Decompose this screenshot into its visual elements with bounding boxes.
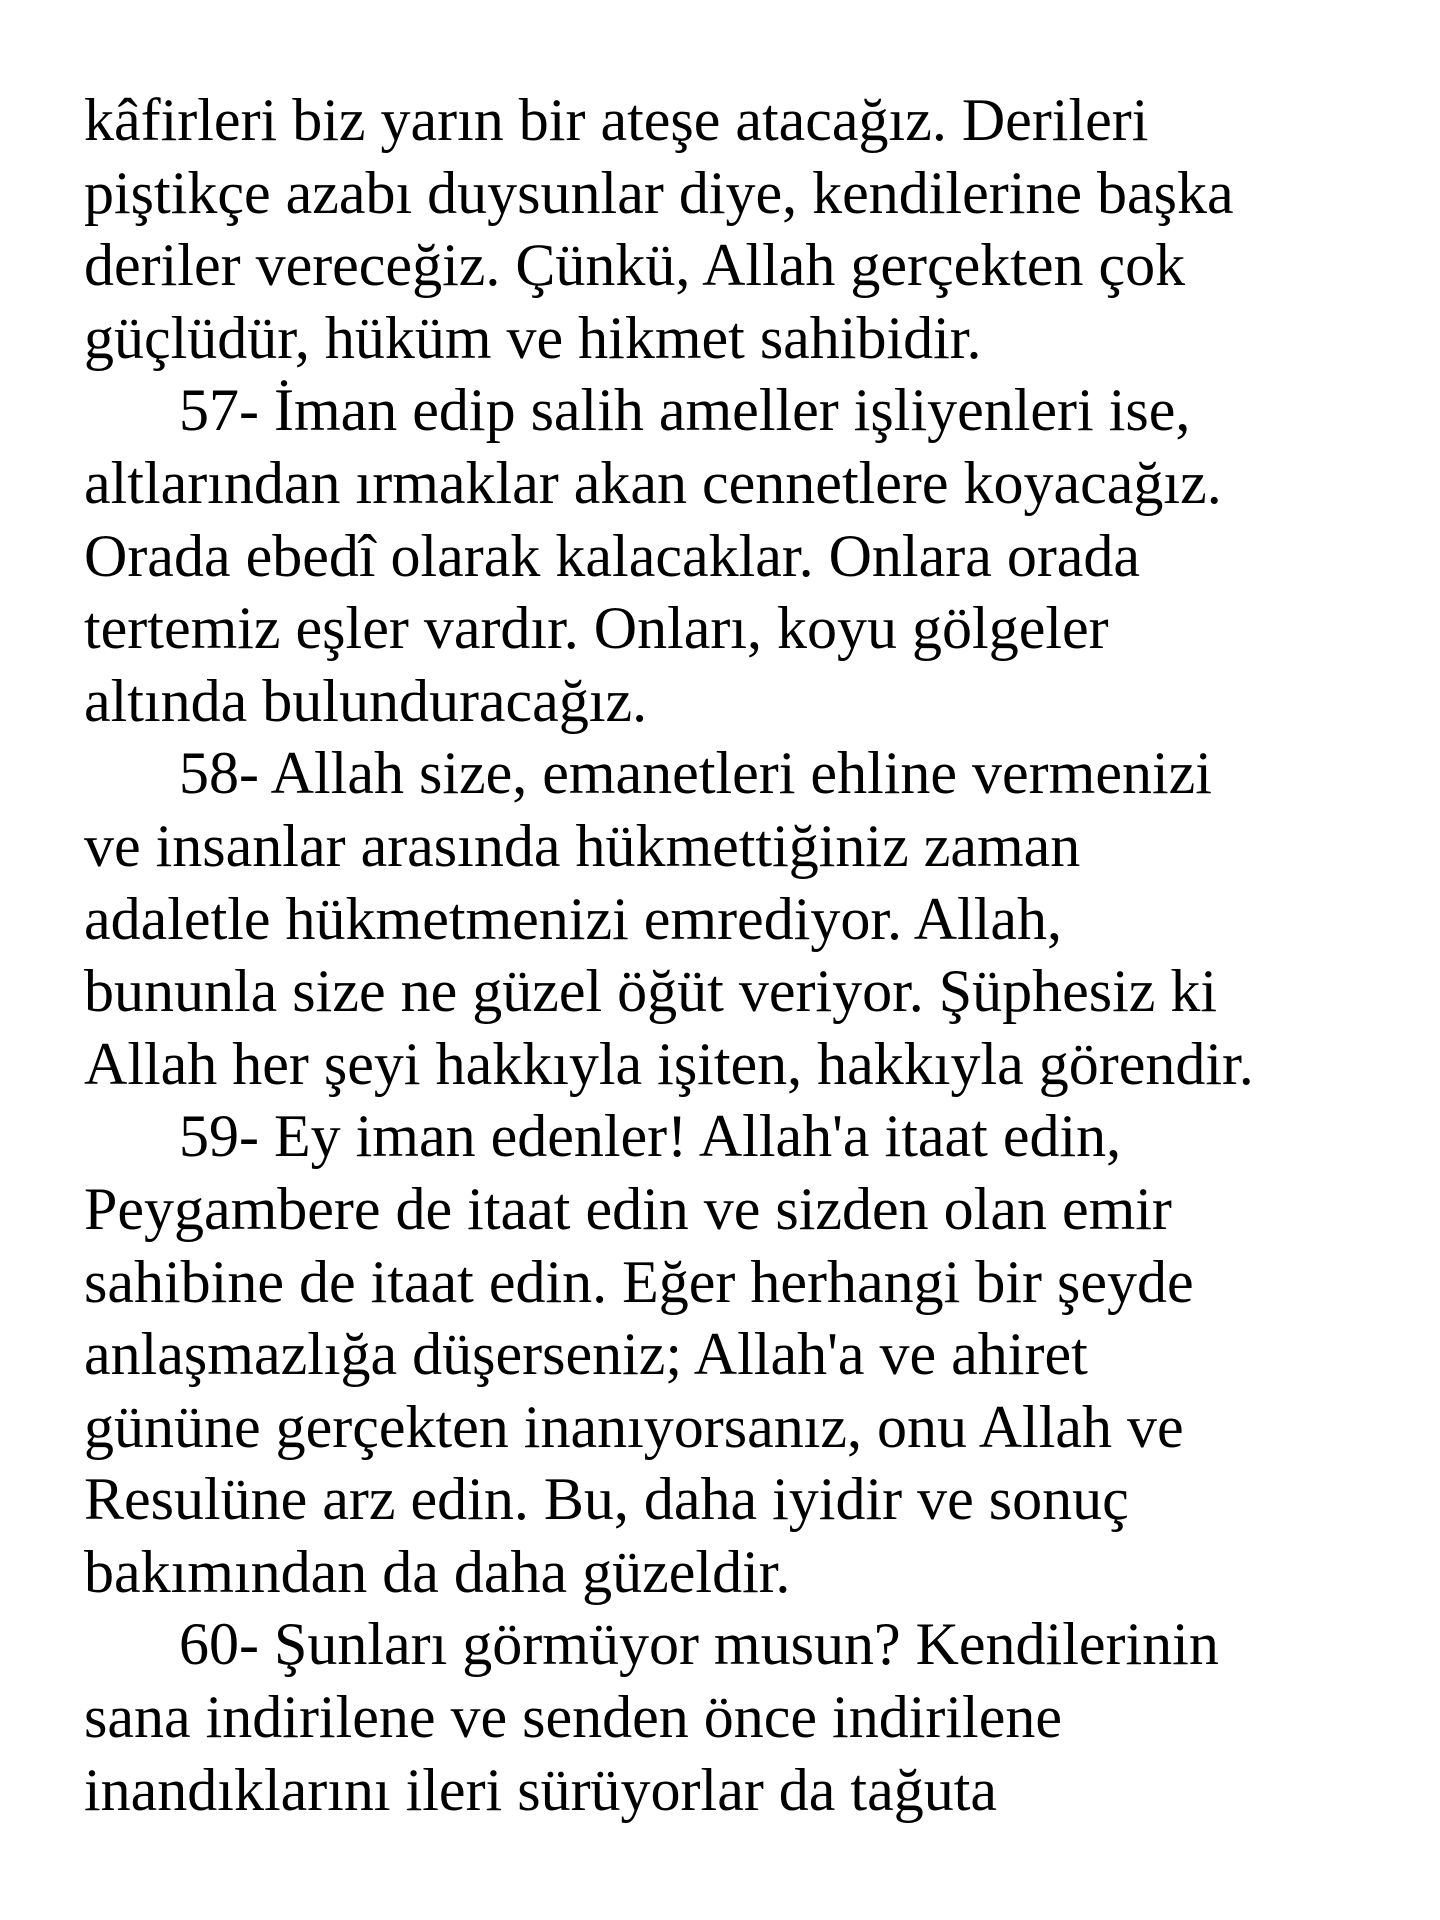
text-line: güçlüdür, hüküm ve hikmet sahibidir. xyxy=(84,304,982,371)
text-line: bununla size ne güzel öğüt veriyor. Şüphesiz ki xyxy=(84,958,1218,1025)
text-line: sahibine de itaat edin. Eğer herhangi bir şeyde xyxy=(84,1248,1194,1315)
text-line: bakımından da daha güzeldir. xyxy=(84,1538,791,1605)
text-line: piştikçe azabı duysunlar diye, kendilerine başka xyxy=(84,159,1234,226)
text-line: altında bulunduracağız. xyxy=(84,667,648,734)
verse-57-start: 57- İman edip salih ameller işliyenleri ise, xyxy=(179,377,1191,444)
text-line: anlaşmazlığa düşerseniz; Allah'a ve ahiret xyxy=(84,1321,1088,1388)
verse-58-start: 58- Allah size, emanetleri ehline vermenizi xyxy=(179,740,1212,807)
text-line: tertemiz eşler vardır. Onları, koyu gölgeler xyxy=(84,595,1109,662)
text-line: Resulüne arz edin. Bu, daha iyidir ve sonuç xyxy=(84,1466,1129,1533)
text-line: sana indirilene ve senden önce indirilene xyxy=(84,1684,1062,1751)
text-line: inandıklarını ileri sürüyorlar da tağuta xyxy=(84,1756,998,1823)
text-line: Allah her şeyi hakkıyla işiten, hakkıyla görendir. xyxy=(84,1030,1254,1097)
document-page xyxy=(84,84,1424,1826)
text-line: altlarından ırmaklar akan cennetlere koyacağız. xyxy=(84,449,1222,516)
text-line: Orada ebedî olarak kalacaklar. Onlara orada xyxy=(84,522,1141,589)
verse-60-start: 60- Şunları görmüyor musun? Kendilerinin xyxy=(179,1611,1219,1678)
text-line: deriler vereceğiz. Çünkü, Allah gerçekten çok xyxy=(84,232,1186,299)
text-line: adaletle hükmetmenizi emrediyor. Allah, xyxy=(84,885,1063,952)
text-line: kâfirleri biz yarın bir ateşe atacağız. Derileri xyxy=(84,87,1149,153)
text-line: gününe gerçekten inanıyorsanız, onu Allah ve xyxy=(84,1393,1184,1460)
verse-59-start: 59- Ey iman edenler! Allah'a itaat edin, xyxy=(179,1103,1122,1170)
text-line: Peygambere de itaat edin ve sizden olan emir xyxy=(84,1175,1172,1242)
text-line: ve insanlar arasında hükmettiğiniz zaman xyxy=(84,812,1081,879)
